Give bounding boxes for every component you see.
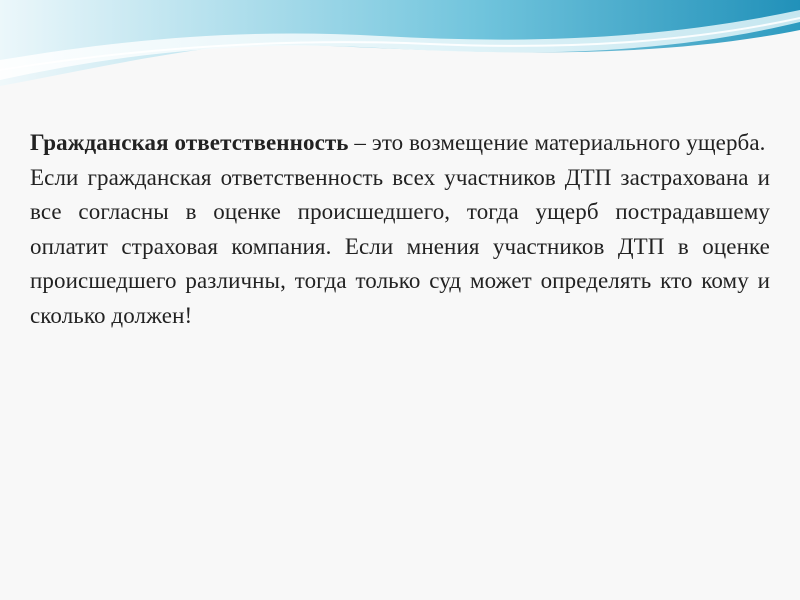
slide-body-text <box>30 126 770 333</box>
definition-paragraph <box>30 126 770 161</box>
explanation-paragraph: Если гражданская ответственность всех участников ДТП застрахована и все согласны в оценке происшедшего, тогда ущерб пострадавшему оплатит страховая компания. Если мнения участников ДТП в оценке происшедшего различны, тогда только суд может определять кто кому и сколько должен! <box>30 164 770 328</box>
header-wave-decoration <box>0 0 800 100</box>
definition-text: – это возмещение материального ущерба. <box>348 130 766 155</box>
definition-term: Гражданская ответственность <box>30 130 349 155</box>
